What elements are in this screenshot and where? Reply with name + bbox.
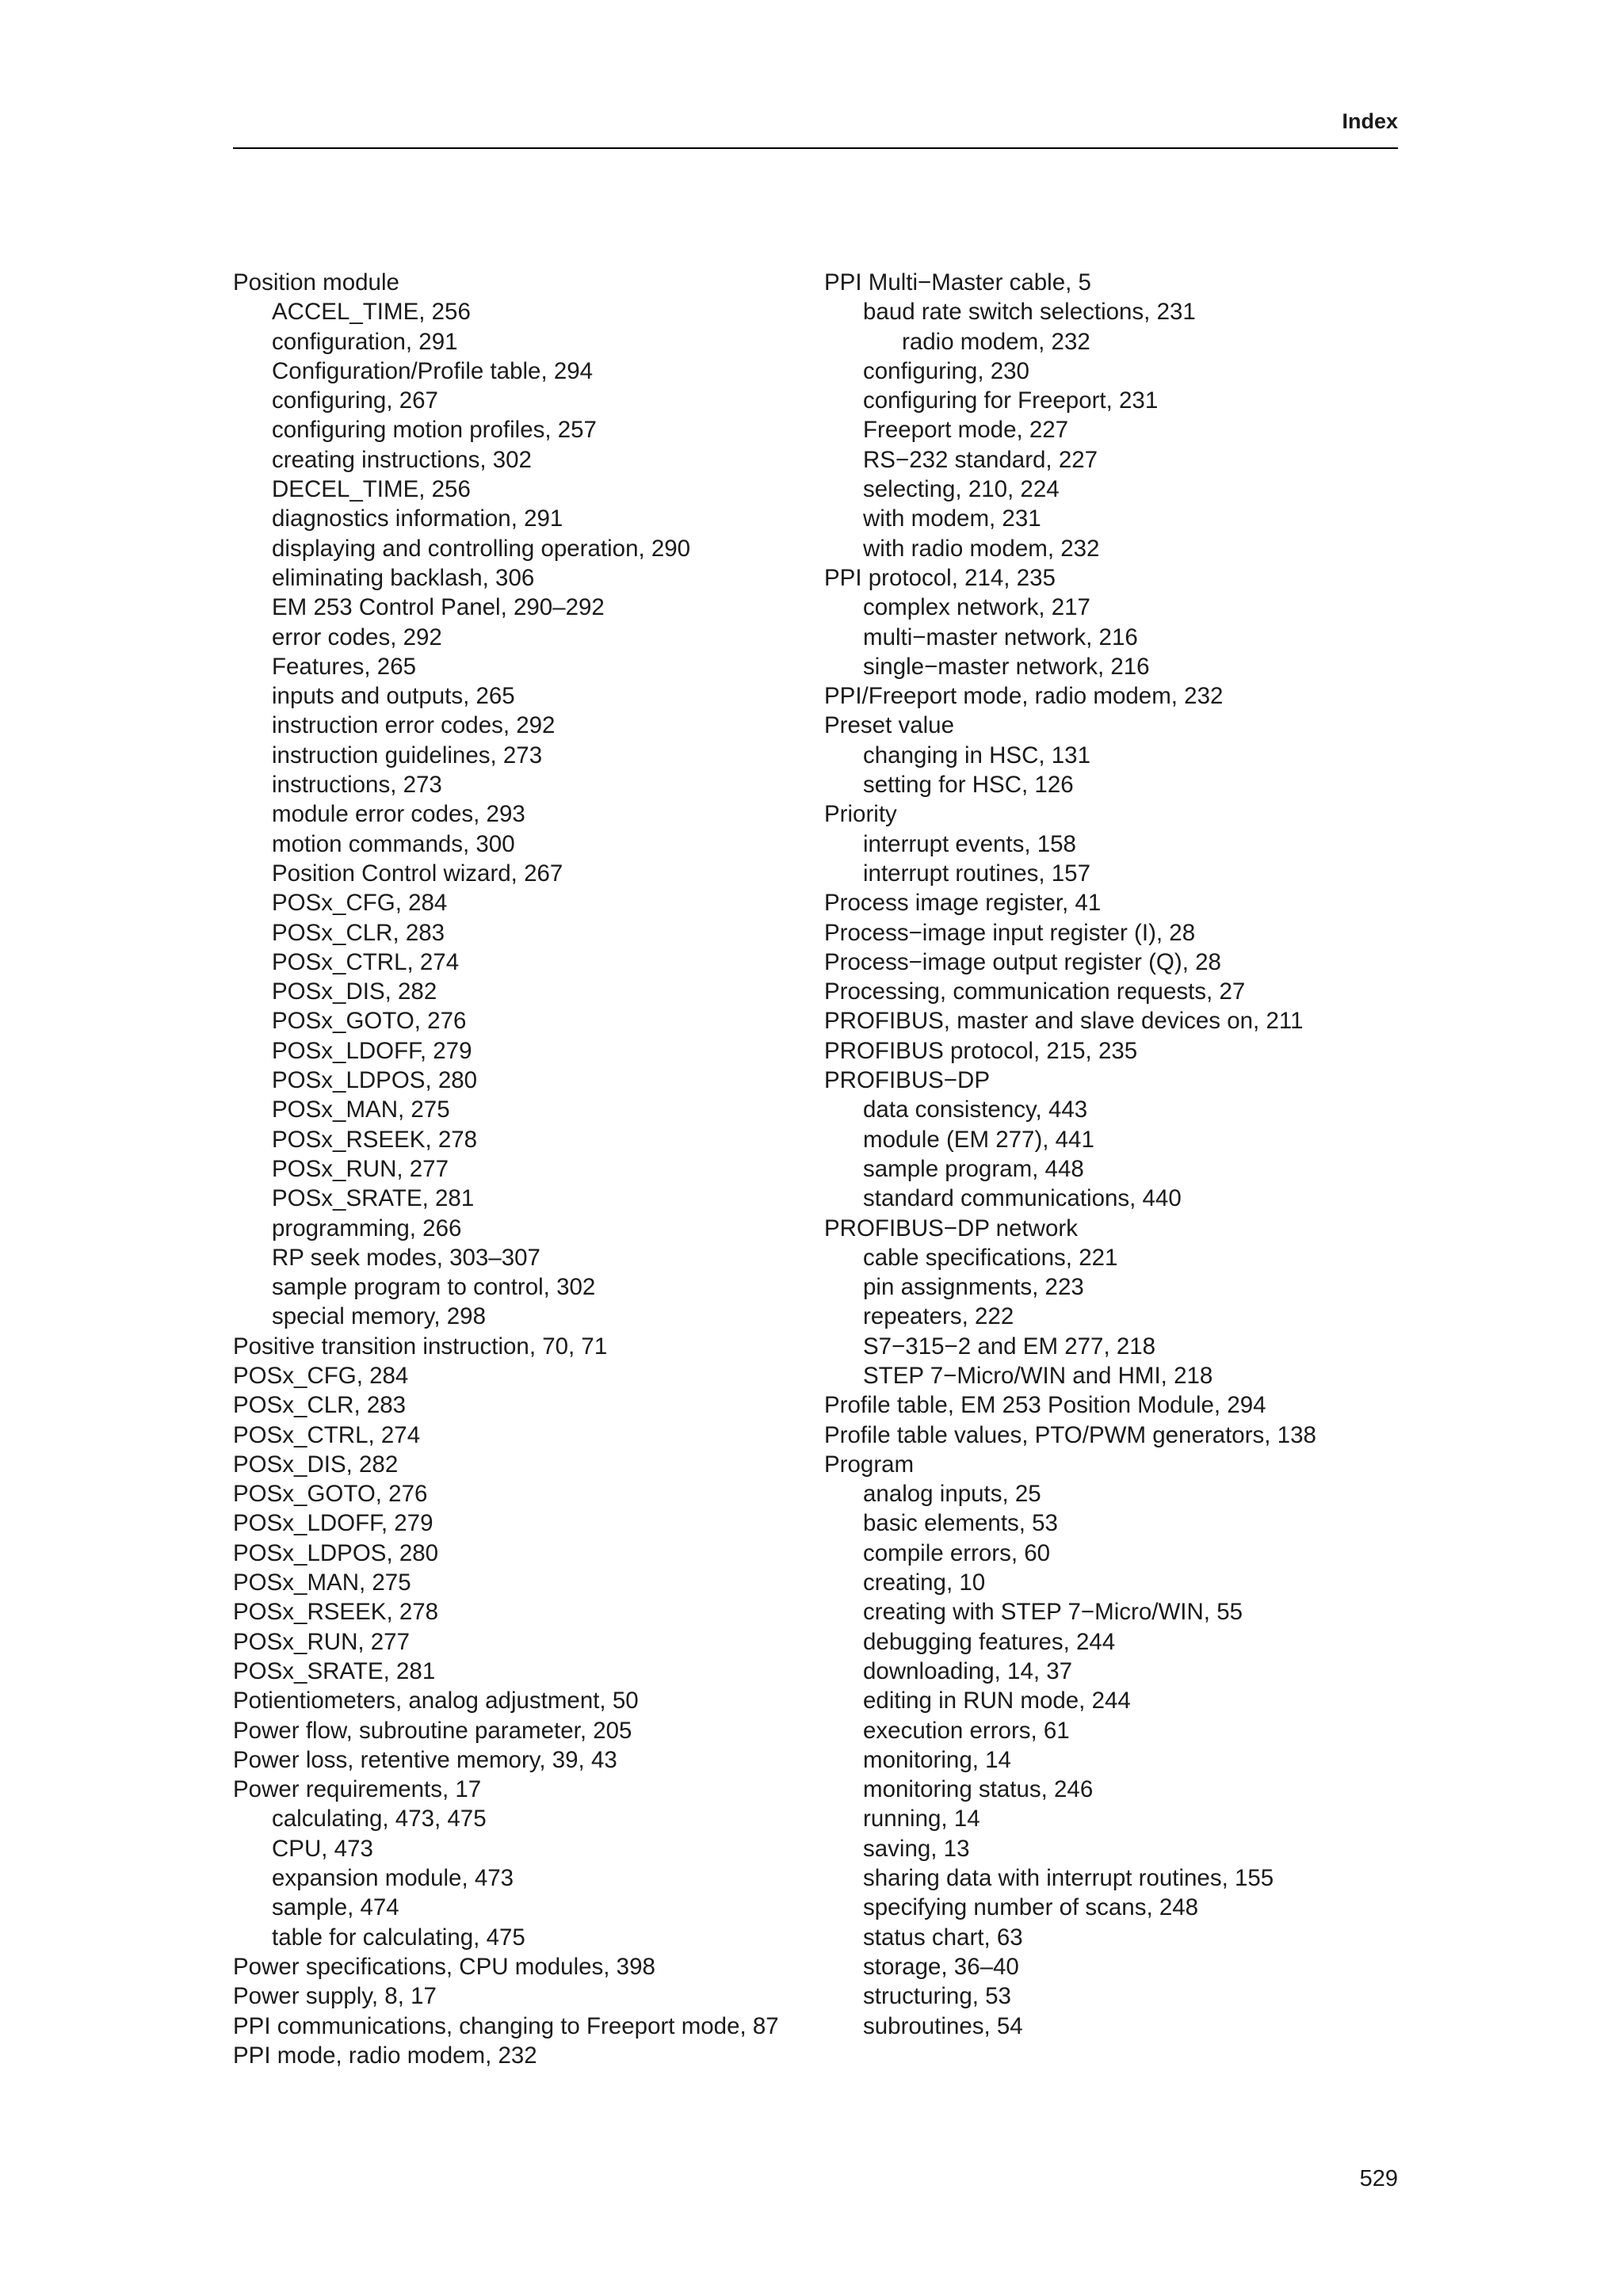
index-subentry: configuring for Freeport, 231 (863, 387, 1159, 414)
index-entry: POSx_RUN, 277 (233, 1628, 410, 1655)
index-entry: POSx_MAN, 275 (233, 1569, 411, 1596)
index-entry: Process image register, 41 (824, 890, 1102, 917)
index-subentry: RS−232 standard, 227 (863, 446, 1098, 473)
index-subentry: cable specifications, 221 (863, 1244, 1118, 1271)
index-subentry: saving, 13 (863, 1835, 970, 1862)
index-subentry: RP seek modes, 303–307 (272, 1244, 540, 1271)
index-subentry: DECEL_TIME, 256 (272, 476, 471, 503)
index-subentry: ACCEL_TIME, 256 (272, 299, 471, 326)
index-entry: POSx_LDOFF, 279 (233, 1510, 433, 1537)
index-subentry: calculating, 473, 475 (272, 1806, 487, 1833)
index-subentry: CPU, 473 (272, 1835, 373, 1862)
index-subentry: module error codes, 293 (272, 801, 525, 828)
index-entry: PPI mode, radio modem, 232 (233, 2042, 537, 2069)
index-entry: POSx_CFG, 284 (233, 1362, 409, 1389)
index-subentry: POSx_GOTO, 276 (272, 1008, 467, 1035)
index-subentry: creating instructions, 302 (272, 446, 532, 473)
index-subentry: interrupt events, 158 (863, 830, 1076, 857)
index-entry: PROFIBUS−DP (824, 1067, 991, 1094)
index-entry: POSx_DIS, 282 (233, 1451, 399, 1478)
index-entry: POSx_SRATE, 281 (233, 1657, 436, 1684)
index-subentry: single−master network, 216 (863, 653, 1150, 680)
index-subentry: subroutines, 54 (863, 2012, 1023, 2039)
index-subentry: sharing data with interrupt routines, 155 (863, 1865, 1274, 1892)
index-entry: PPI/Freeport mode, radio modem, 232 (824, 683, 1224, 710)
index-entry: PPI protocol, 214, 235 (824, 564, 1056, 591)
index-subentry: expansion module, 473 (272, 1865, 514, 1892)
index-subentry: status chart, 63 (863, 1924, 1023, 1951)
index-subentry: instruction error codes, 292 (272, 712, 556, 739)
index-subentry: sample program, 448 (863, 1155, 1084, 1182)
index-subentry: monitoring status, 246 (863, 1776, 1094, 1803)
index-subentry: sample, 474 (272, 1894, 399, 1921)
index-entry: PROFIBUS−DP network (824, 1215, 1078, 1241)
index-subentry: POSx_LDOFF, 279 (272, 1037, 472, 1064)
index-entry: PROFIBUS protocol, 215, 235 (824, 1037, 1138, 1064)
index-subentry: structuring, 53 (863, 1983, 1011, 2010)
index-subentry: sample program to control, 302 (272, 1274, 596, 1301)
index-entry: PPI communications, changing to Freeport mode, 87 (233, 2012, 779, 2039)
index-subentry: compile errors, 60 (863, 1539, 1051, 1566)
index-entry: POSx_GOTO, 276 (233, 1481, 428, 1508)
index-subentry: editing in RUN mode, 244 (863, 1688, 1131, 1714)
index-subentry: changing in HSC, 131 (863, 742, 1090, 769)
index-entry: Positive transition instruction, 70, 71 (233, 1333, 608, 1360)
index-column-right (824, 268, 1316, 2041)
index-subentry: complex network, 217 (863, 594, 1090, 621)
index-subentry: repeaters, 222 (863, 1303, 1014, 1330)
index-entry: Profile table, EM 253 Position Module, 294 (824, 1392, 1266, 1419)
index-subentry: baud rate switch selections, 231 (863, 299, 1196, 326)
index-entry: Processing, communication requests, 27 (824, 978, 1246, 1005)
index-subentry: table for calculating, 475 (272, 1924, 525, 1951)
index-subentry: special memory, 298 (272, 1303, 486, 1330)
index-subentry: selecting, 210, 224 (863, 476, 1060, 503)
header-divider (233, 147, 1398, 149)
index-subentry: POSx_MAN, 275 (272, 1097, 450, 1123)
index-entry: PROFIBUS, master and slave devices on, 211 (824, 1008, 1304, 1035)
index-subentry: with modem, 231 (863, 505, 1041, 532)
index-entry: Power loss, retentive memory, 39, 43 (233, 1746, 617, 1773)
index-subentry: instructions, 273 (272, 772, 442, 799)
index-subentry: POSx_CFG, 284 (272, 890, 448, 917)
index-entry: PPI Multi−Master cable, 5 (824, 269, 1091, 296)
index-subentry: Configuration/Profile table, 294 (272, 357, 594, 384)
index-subentry: pin assignments, 223 (863, 1274, 1084, 1301)
index-subentry: basic elements, 53 (863, 1510, 1058, 1537)
index-subentry: inputs and outputs, 265 (272, 683, 515, 710)
index-entry: Preset value (824, 712, 954, 739)
index-subentry: Features, 265 (272, 653, 417, 680)
index-entry: Profile table values, PTO/PWM generators, 138 (824, 1421, 1316, 1448)
page-number: 529 (1359, 2166, 1398, 2191)
index-subentry: setting for HSC, 126 (863, 772, 1074, 799)
index-subentry: analog inputs, 25 (863, 1481, 1041, 1508)
index-subentry: POSx_SRATE, 281 (272, 1185, 475, 1212)
index-entry: POSx_CTRL, 274 (233, 1421, 421, 1448)
index-subentry: data consistency, 443 (863, 1097, 1088, 1123)
index-subentry: storage, 36–40 (863, 1953, 1019, 1980)
index-subentry: configuring motion profiles, 257 (272, 417, 597, 444)
index-subentry: POSx_DIS, 282 (272, 978, 437, 1005)
index-subentry: instruction guidelines, 273 (272, 742, 543, 769)
index-subentry: execution errors, 61 (863, 1717, 1070, 1744)
index-entry: Power specifications, CPU modules, 398 (233, 1953, 655, 1980)
index-subentry: multi−master network, 216 (863, 624, 1138, 650)
index-subentry: with radio modem, 232 (863, 535, 1100, 562)
index-subentry: motion commands, 300 (272, 830, 515, 857)
index-subentry: POSx_RUN, 277 (272, 1155, 449, 1182)
index-subentry: programming, 266 (272, 1215, 462, 1241)
index-entry: Position module (233, 269, 399, 296)
index-subentry: creating with STEP 7−Micro/WIN, 55 (863, 1599, 1243, 1626)
index-subentry: standard communications, 440 (863, 1185, 1182, 1212)
index-entry: POSx_CLR, 283 (233, 1392, 407, 1419)
index-entry: Power supply, 8, 17 (233, 1983, 437, 2010)
index-column-left (233, 268, 779, 2070)
index-entry: Power flow, subroutine parameter, 205 (233, 1717, 632, 1744)
index-entry: Potientiometers, analog adjustment, 50 (233, 1688, 639, 1714)
index-subentry: displaying and controlling operation, 290 (272, 535, 691, 562)
index-entry: Power requirements, 17 (233, 1776, 482, 1803)
index-subentry: error codes, 292 (272, 624, 442, 650)
index-subentry: module (EM 277), 441 (863, 1126, 1094, 1153)
index-subentry: STEP 7−Micro/WIN and HMI, 218 (863, 1362, 1213, 1389)
index-subentry: specifying number of scans, 248 (863, 1894, 1199, 1921)
index-subentry: POSx_LDPOS, 280 (272, 1067, 478, 1094)
index-entry: Program (824, 1451, 915, 1478)
index-entry: Process−image input register (I), 28 (824, 919, 1196, 946)
index-subentry: creating, 10 (863, 1569, 986, 1596)
index-entry: Priority (824, 801, 897, 828)
index-subentry: configuration, 291 (272, 328, 458, 355)
index-subentry: configuring, 267 (272, 387, 438, 414)
index-subentry: Freeport mode, 227 (863, 417, 1069, 444)
index-subentry: downloading, 14, 37 (863, 1657, 1073, 1684)
index-subentry: eliminating backlash, 306 (272, 564, 535, 591)
index-subentry: monitoring, 14 (863, 1746, 1011, 1773)
index-subentry: configuring, 230 (863, 357, 1029, 384)
index-subentry: POSx_RSEEK, 278 (272, 1126, 478, 1153)
index-subentry: S7−315−2 and EM 277, 218 (863, 1333, 1156, 1360)
index-subentry: running, 14 (863, 1806, 980, 1833)
index-subentry: POSx_CLR, 283 (272, 919, 445, 946)
index-subentry: radio modem, 232 (902, 328, 1090, 355)
index-entry: POSx_RSEEK, 278 (233, 1599, 439, 1626)
index-subentry: EM 253 Control Panel, 290–292 (272, 594, 605, 621)
index-subentry: debugging features, 244 (863, 1628, 1116, 1655)
index-entry: Process−image output register (Q), 28 (824, 948, 1221, 975)
index-subentry: POSx_CTRL, 274 (272, 948, 460, 975)
index-subentry: interrupt routines, 157 (863, 860, 1090, 887)
index-entry: POSx_LDPOS, 280 (233, 1539, 439, 1566)
index-subentry: Position Control wizard, 267 (272, 860, 563, 887)
running-header-title: Index (1342, 109, 1398, 133)
index-subentry: diagnostics information, 291 (272, 505, 563, 532)
